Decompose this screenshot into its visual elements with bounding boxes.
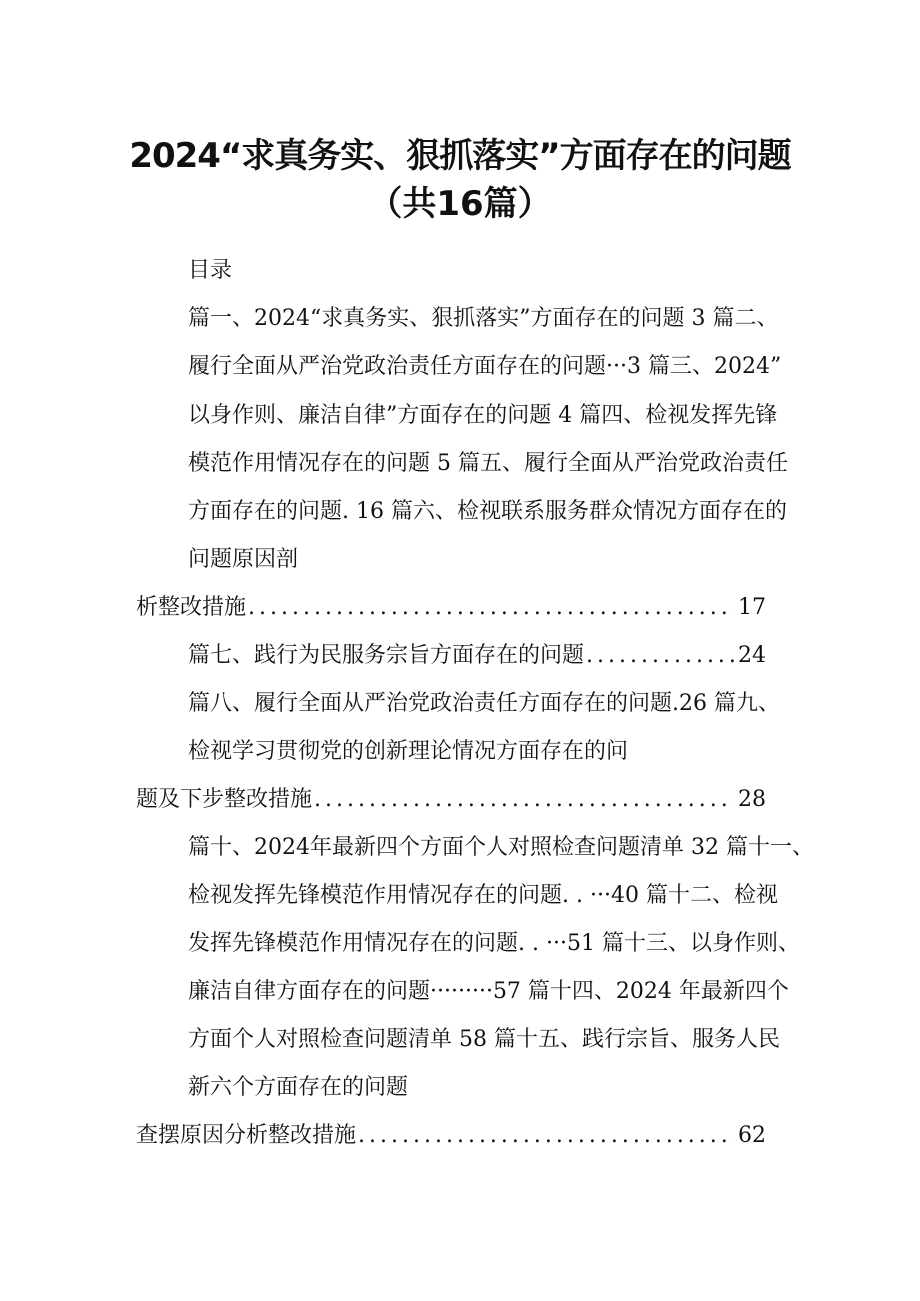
toc-line: 篇八、履行全面从严治党政治责任方面存在的问题.26 篇九、 (188, 691, 780, 716)
toc-page-number: 28 (738, 787, 766, 812)
document-title: 2024“求真务实、狠抓落实”方面存在的问题 (129, 136, 791, 176)
toc-leader-dots (314, 785, 734, 815)
toc-line: 以身作则、廉洁自律”方面存在的问题 4 篇四、检视发挥先锋 (188, 403, 778, 428)
toc-leader-dots (248, 593, 734, 623)
toc-line: 履行全面从严治党政治责任方面存在的问题···3 篇三、2024” (188, 354, 782, 379)
toc-line: 检视学习贯彻党的创新理论情况方面存在的问 (188, 739, 629, 764)
toc-entry-row (188, 641, 766, 671)
toc-entry-row (136, 593, 766, 623)
toc-line: 廉洁自律方面存在的问题·········57 篇十四、2024 年最新四个 (188, 979, 789, 1004)
toc-entry-row (136, 1121, 766, 1151)
toc-line: 方面存在的问题. 16 篇六、检视联系服务群众情况方面存在的 (188, 499, 787, 524)
toc-line: 新六个方面存在的问题 (188, 1075, 409, 1100)
toc-entry-text: 析整改措施 (136, 595, 247, 620)
toc-line: 检视发挥先锋模范作用情况存在的问题. . ···40 篇十二、检视 (188, 883, 778, 908)
toc-leader-dots (586, 641, 734, 671)
toc-page-number: 62 (738, 1123, 766, 1148)
toc-line: 方面个人对照检查问题清单 58 篇十五、践行宗旨、服务人民 (188, 1027, 780, 1052)
toc-line: 模范作用情况存在的问题 5 篇五、履行全面从严治党政治责任 (188, 451, 788, 476)
toc-entry-text: 查摆原因分析整改措施 (136, 1123, 357, 1148)
document-subtitle: （共16篇） (368, 184, 552, 224)
toc-line: 问题原因剖 (188, 547, 299, 572)
toc-page-number: 24 (738, 643, 766, 668)
toc-leader-dots (358, 1121, 734, 1151)
toc-line: 发挥先锋模范作用情况存在的问题. . ···51 篇十三、以身作则、 (188, 931, 800, 956)
toc-page-number: 17 (738, 595, 766, 620)
toc-heading: 目录 (188, 258, 233, 283)
toc-entry-text: 篇七、践行为民服务宗旨方面存在的问题 (188, 643, 585, 668)
toc-entry-row (136, 785, 766, 815)
toc-entry-text: 题及下步整改措施 (136, 787, 313, 812)
toc-line: 篇十、2024年最新四个方面个人对照检查问题清单 32 篇十一、 (188, 835, 814, 860)
toc-line: 篇一、2024“求真务实、狠抓落实”方面存在的问题 3 篇二、 (188, 306, 779, 331)
